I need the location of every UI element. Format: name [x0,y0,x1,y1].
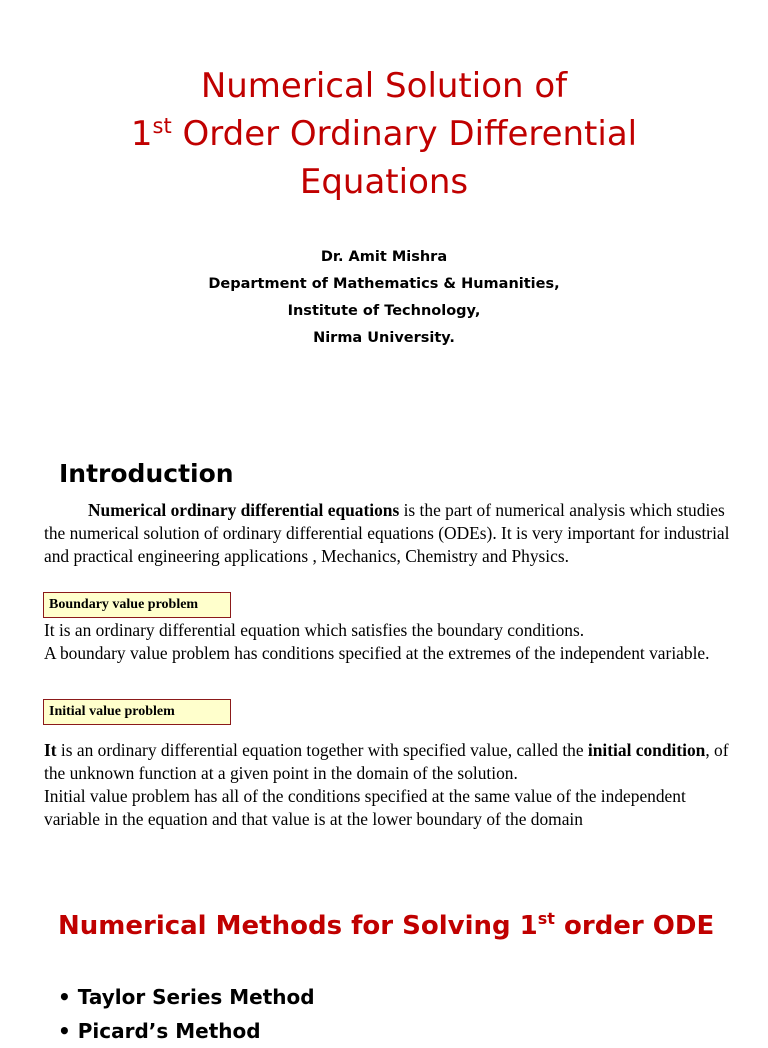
document-title [0,62,768,206]
initial-value-problem-text [44,739,744,831]
methods-heading-prefix: Numerical Methods for Solving 1 [58,911,538,941]
introduction-indent [44,500,88,520]
method-item-picard: • Picard’s Method [58,1014,315,1048]
methods-list [58,980,315,1048]
ivp-paragraph-2: Initial value problem has all of the conditions specified at the same value of the independent variable in the equation and that value is at the lower boundary of the domain [44,786,686,829]
introduction-text: is the part of numerical analysis which studies the numerical solution of ordinary differential equations (ODEs). It is very important for industrial and practical engineering applications , Mechanics, Chemistry and Physics. [44,500,730,566]
methods-heading-superscript: st [537,909,555,928]
author-name: Dr. Amit Mishra [320,249,448,265]
title-superscript: st [152,114,172,138]
ivp-text-part-2: , of the unknown function at a given point in the domain of the solution. [44,740,729,783]
introduction-paragraph [44,499,744,568]
methods-heading [58,906,714,946]
bvp-line-2: A boundary value problem has conditions specified at the extremes of the independent variable. [44,643,710,663]
boundary-value-problem-text [44,619,744,665]
author-department: Department of Mathematics & Humanities, [208,276,560,292]
methods-heading-suffix: order ODE [554,911,715,941]
title-line-1: Numerical Solution of [200,66,568,106]
bvp-line-1: It is an ordinary differential equation which satisfies the boundary conditions. [44,620,585,640]
title-line-2-rest: Order Ordinary Differential [171,114,638,154]
ivp-paragraph-1 [44,739,744,785]
ivp-text-part-1: is an ordinary differential equation together with specified value, called the [56,740,588,760]
title-line-3: Equations [299,162,469,202]
author-university: Nirma University. [313,330,455,346]
initial-value-problem-label: Initial value problem [43,699,231,725]
method-item-taylor: • Taylor Series Method [58,980,315,1014]
author-block [0,244,768,352]
boundary-value-problem-label: Boundary value problem [43,592,231,618]
author-institute: Institute of Technology, [287,303,481,319]
introduction-heading: Introduction [59,459,234,488]
ivp-bold-start: It [44,740,57,760]
ivp-bold-term: initial condition [587,740,706,760]
title-line-2-number: 1 [130,114,153,154]
introduction-bold-term: Numerical ordinary differential equations [88,500,400,520]
